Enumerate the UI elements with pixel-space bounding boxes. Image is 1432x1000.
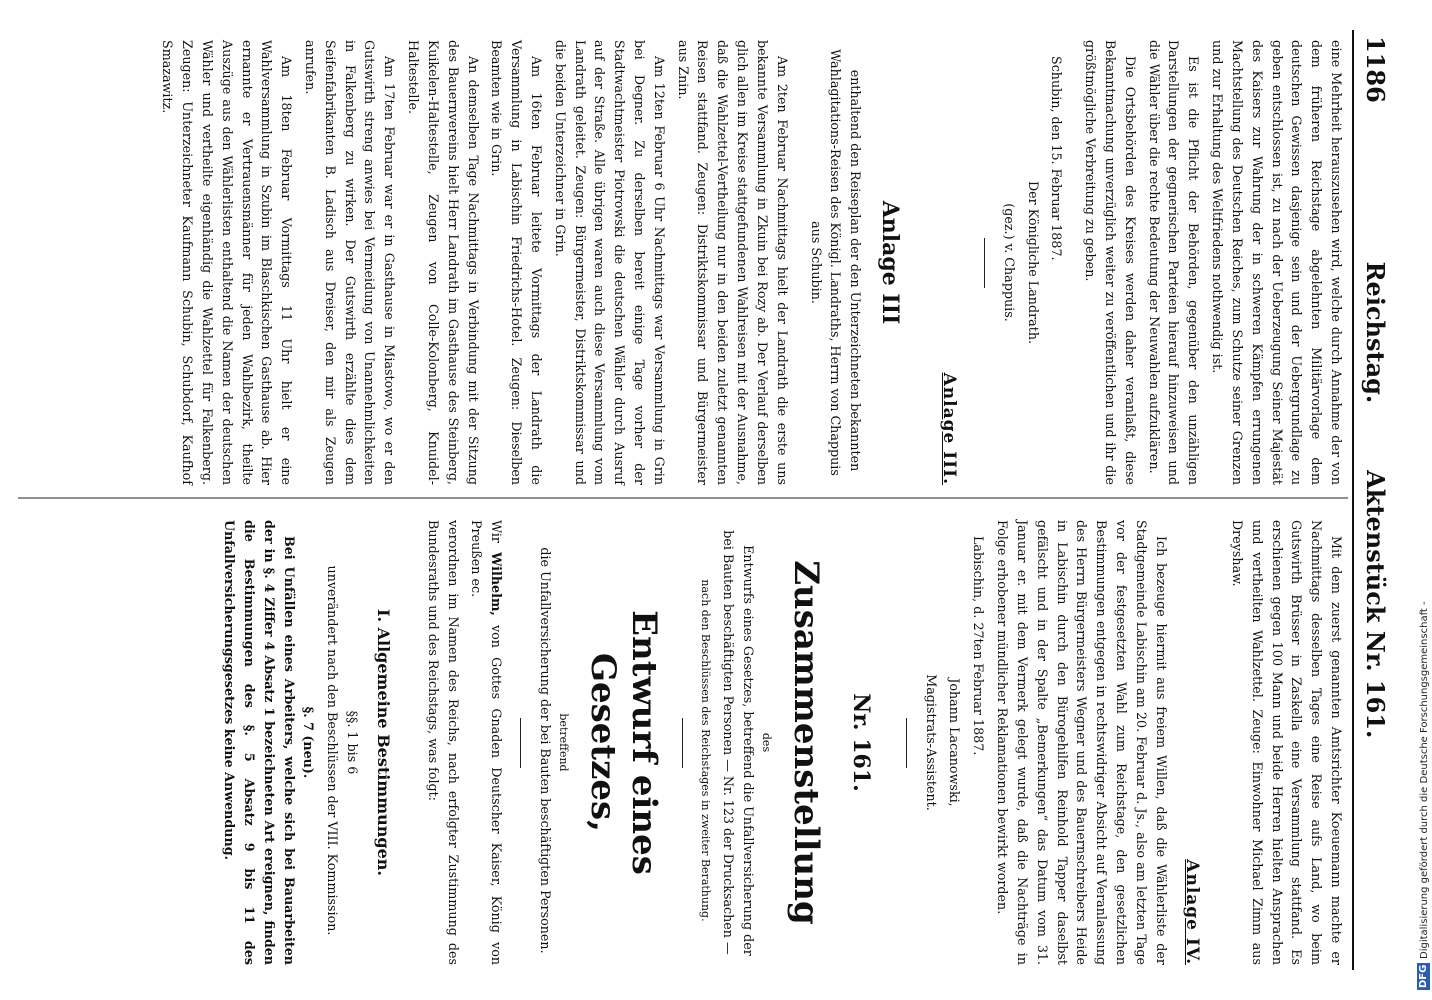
compilation-subtitle: nach den Beschlüssen des Reichstages in zweiter Berathung. bbox=[698, 579, 712, 922]
appendix-heading: Anlage III. bbox=[939, 372, 959, 485]
appendix-subtitle: enthaltend den Reiseplan der den Unterzeichneten bekannten Wahlagitations-Reisen des Königl. Landraths, Herrn von Chappuis aus Schubin. bbox=[808, 49, 864, 476]
document-number: Nr. 161. bbox=[847, 693, 874, 792]
compilation-title: Zusammenstellung bbox=[785, 560, 826, 925]
running-head bbox=[1352, 36, 1392, 964]
enactment-clause: verordnen im Namen des Reichs, nach erfolgter Zustimmung des Bundesraths und des Reichstags, was folgt: bbox=[425, 520, 461, 965]
digitization-credit bbox=[1408, 10, 1430, 990]
paragraph: Bei Unfällen eines Arbeiters, welche sich bei Bauarbeiten der in §. 4 Ziffer 4 Absatz 1 bezeichneten Art ereignen, finden die Bestimmungen des §. 5 Absatz 9 bis 11 des Unfallversicherungsgesetzes keine Anwendung. bbox=[222, 520, 297, 965]
compilation-des: des bbox=[759, 732, 773, 753]
page-number: 1186 bbox=[1361, 36, 1390, 103]
paragraph-range: §§. 1 bis 6 bbox=[345, 710, 361, 775]
right-column bbox=[215, 520, 1346, 965]
preamble-title: von Gottes Gnaden Deutscher Kaiser, König von Preußen ec. bbox=[469, 520, 505, 965]
section-heading: I. Allgemeine Bestimmungen. bbox=[374, 608, 393, 876]
signature-name: Johann Lacanowski, bbox=[947, 678, 963, 807]
paragraph: Am 16ten Februar leitete Vormittags der Landrath die Versammlung in Labischin Friedrichs-Hotel. Zeugen: Dieselben Beamten wie in Grin. bbox=[489, 40, 544, 485]
paragraph: Am 12ten Februar 6 Uhr Nachmittags war Versammlung in Grin bei Degner. Zu derselben bereit einige Tage vorher der Stadtwachtmeister Piotrowski die deutschen Wähler durch Ausruf auf der Straße. Alle übrigen waren auch diese Versammlung vom Landrath geleitet. Zeugen: Bürgermeister, Distriktskommissar und die beiden Unterzeichner in Grin. bbox=[552, 40, 667, 485]
draft-subtitle: die Unfallversicherung der bei Bauten beschäftigten Personen. bbox=[538, 547, 554, 954]
dfg-logo: DFG bbox=[1418, 964, 1429, 988]
preamble bbox=[467, 520, 507, 965]
emperor-name: Wilhelm, bbox=[489, 552, 505, 616]
appendix-heading: Anlage IV. bbox=[1182, 859, 1203, 965]
divider bbox=[520, 718, 521, 768]
header-rule bbox=[1352, 30, 1354, 970]
compilation-text: Entwurfs eines Gesetzes, betreffend die Unfallversicherung der bei Bauten beschäftigten Personen — Nr. 123 der Drucksachen — bbox=[720, 530, 756, 956]
signature-name: (gez.) v. Chappuis. bbox=[1001, 203, 1017, 322]
draft-title: Entwurf eines Gesetzes, bbox=[583, 610, 664, 875]
divider bbox=[906, 718, 907, 768]
draft-betreffend: betreffend bbox=[557, 713, 571, 772]
paragraph: Es ist die Pflicht der Behörden, gegenüber den unzähligen Darstellungen der gegnerischen Parteien hierauf hinzuweisen und die Wähler über die rechte Bedeutung der Neuwahlen aufzuklären. bbox=[1146, 40, 1202, 485]
preamble-wir: Wir bbox=[489, 520, 505, 543]
paragraph: Am 18ten Februar Vormittags 11 Uhr hielt er eine Wahlversammlung in Szubin im Blaschkischen Gasthause ab. Hier ernannte er Vertrauensmänner für jeden Wahlbezirk, theilte Auszüge aus den Wählerlisten enthaltend die Namen der deutschen Wähler und vertheilte eigenhändig die Wahlzettel für Falkenberg. Zeugen: Unterzeichneter Kaufmann Schubin, Schubdorf, Kaufhof Smazawitz. bbox=[160, 40, 295, 485]
paragraph: Ich bezeuge hiermit aus freiem Willen, daß die Wählerliste der Stadtgemeinde Labischin am 20. Februar d. Js., also am letzten Tage vor der festgesetzten Wahl zum Reichstage, den gesetzlichen Bestimmungen entgegen in rechtswidriger Absicht auf Veranlassung des Herrn Bürgermeisters Wegner und des Bauernschreibers Heide in Labischin durch den Bürogehilfen Reinhold Tapper daselbst gefälscht und in der Spalte „Bemerkungen“ das Datum vom 31. Januar er. mit dem Vermerk gelegt wurde, daß die Nachträge in Folge erhobener mündlicher Reklamationen bewirkt worden. bbox=[995, 520, 1169, 965]
column-divider bbox=[18, 497, 1348, 499]
credit-text: Digitalisierung gefördert durch die Deutsche Forschungsgemeinschaft - bbox=[1419, 601, 1430, 959]
appendix-title: Anlage III bbox=[877, 200, 904, 325]
section-title: Aktenstück Nr. 161. bbox=[1361, 470, 1390, 739]
paragraph: Am 17ten Februar war er in Gasthause in Miastowo, wo er den Gutswirth streng anwies bei Vermeidung von Unannehmlichkeiten in Falkenberg zu wirken. Der Gutswirth erzählte dies dem Seifenfabrikanten B. Ladisch aus Dreiser, den mir als Zeugen anrufen. bbox=[303, 40, 398, 485]
unchanged-note: unverändert nach den Beschlüssen der VIII. Kommission. bbox=[325, 565, 341, 936]
paragraph: eine Mehrheit herauszusehen wird, welche durch Annahme der von dem früheren Reichstage abgelehnten Militärvorlage dem deutschen Gewissen dasjenige sein und der Uebergrundlage zu geben entschlossen ist, zu nach der Ueberzeugung Seiner Majestät des Kaisers zur Wahrung der in schweren Kämpfen errungenen Machtstellung des Deutschen Reiches, zum Schutze seiner Grenzen und zur Erhaltung des Weltfriedens nothwendig ist. bbox=[1210, 40, 1344, 485]
left-column bbox=[154, 40, 1346, 485]
signature-office: Magistrats-Assistent. bbox=[923, 674, 939, 811]
paragraph: Die Ortsbehörden des Kreises werden daher veranlaßt, diese Bekanntmachung unverzüglich weiter zu veröffentlichen und ihr die größtmögliche Verbreitung zu geben. bbox=[1083, 40, 1138, 485]
place-date: Labischin, d. 27ten Februar 1887. bbox=[971, 536, 987, 756]
journal-title: Reichstag. bbox=[1361, 261, 1390, 404]
paragraph: An demselben Tage Nachmittags in Verbindung mit der Sitzung des Bauernvereins hielt Herr Landrath im Gasthause des Steinberg, Kuikelen-Haltestelle, Zeugen von Colle-Kolonberg, Knuidel-Haltestelle. bbox=[406, 40, 481, 485]
signature-office: Der Königliche Landrath. bbox=[1025, 180, 1041, 345]
running-head-title bbox=[1361, 262, 1390, 739]
new-paragraph: §. 7 (neu). bbox=[301, 706, 317, 779]
divider bbox=[984, 238, 985, 288]
paragraph: Mit dem zuerst genannten Amtsrichter Koeuemann machte er Nachmittags desselben Tages eine Reise aufs Land, wo beim Gutswirth Brüsser in Zaskella eine Versammlung stattfand. Es erschienen gegen 100 Mann und beide Herren hielten Ansprachen und vertheilten Wahlzettel. Zeuge: Einwohner Michael Zimm aus Dreyshaw. bbox=[1229, 520, 1344, 965]
divider bbox=[682, 718, 683, 768]
place-date: Schubin, den 15. Februar 1887. bbox=[1049, 56, 1065, 261]
paragraph: Am 2ten Februar Nachmittags hielt der Landrath die erste uns bekannte Versammlung in Zkuin bei Rozy ab. Der Verlauf derselben glich allen im Kreise stattgefundenen Wahlreisen mit der Ausnahme, daß die Wahlzettel-Vertheilung nur in den beiden zuletzt genannten Reisen stattfand. Zeugen: Distriktskommissar und Bürgermeister aus Znin. bbox=[675, 40, 790, 485]
